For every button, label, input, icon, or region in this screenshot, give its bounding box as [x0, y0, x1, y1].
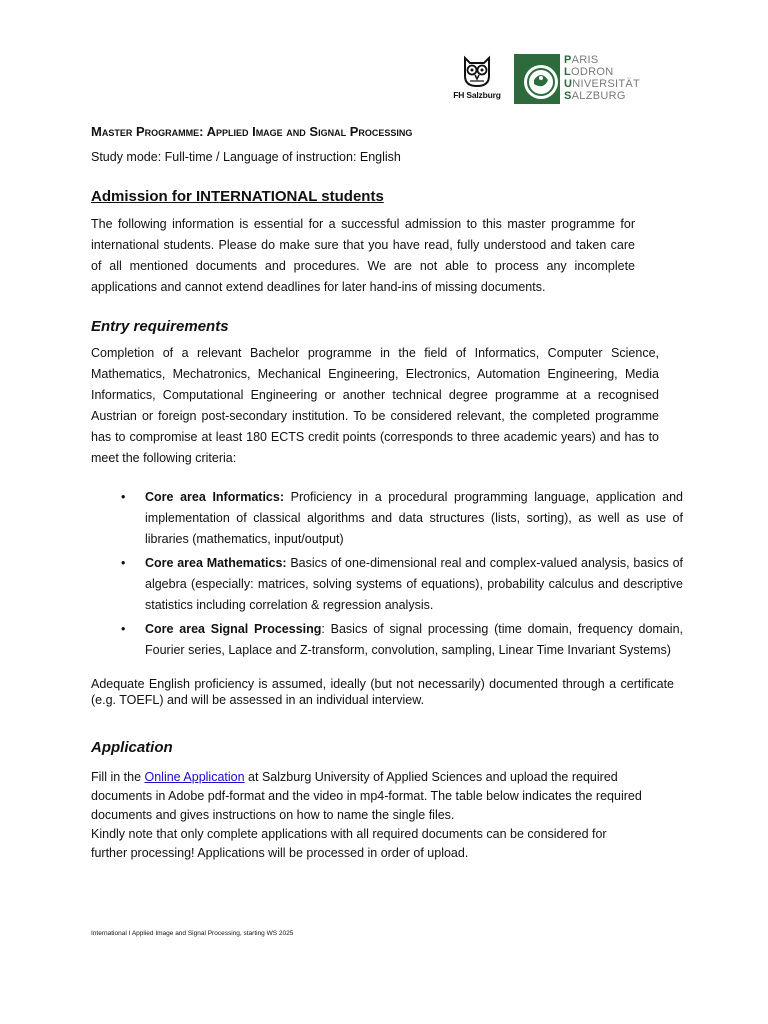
entry-requirements-text: Completion of a relevant Bachelor programme in the field of Informatics, Computer Science, Mathematics, Mechatronics, Mechanical Engineering, Electronics, Automation Engineering, Media Informatics, Computational Engineering or another technical degree programme at a recognised Austrian or foreign post-secondary institution. To be considered relevant, the completed programme has to compromise at least 180 ECTS credit points (corresponds to three academic years) and has to meet the following criteria:	[91, 346, 659, 465]
application-heading: Application	[91, 739, 173, 756]
online-application-link[interactable]: Online Application	[144, 770, 245, 784]
admission-intro: The following information is essential for a successful admission to this master programme for international students. Please do make sure that you have read, fully understood and taken care of all mentioned documents and procedures. We are not able to process any incomplete applications and cannot extend deadlines for later hand-ins of missing documents.	[91, 217, 635, 294]
admission-heading: Admission for INTERNATIONAL students	[91, 188, 384, 205]
bullet-icon: •	[121, 490, 126, 504]
application-note: Kindly note that only complete applications with all required documents can be considered for further processing! Applications will be processed in order of upload.	[91, 827, 607, 860]
english-proficiency-text: Adequate English proficiency is assumed, ideally (but not necessarily) documented through a certificate (e.g. TOEFL) and will be assessed in an individual interview.	[91, 677, 674, 707]
list-item	[91, 487, 683, 550]
plus-seal-icon	[514, 54, 560, 104]
criteria-text: Proficiency in a procedural programming language, application and implementation of classical algorithms and data structures (lists, sorting), as well as use of libraries (mathematics, input/output)	[145, 490, 683, 546]
fh-salzburg-logo	[452, 54, 502, 100]
criteria-label: Core area Signal Processing	[145, 622, 322, 636]
owl-icon	[460, 54, 494, 88]
plus-logo-wordmark: PARIS LODRON UNIVERSITÄT SALZBURG	[564, 54, 641, 102]
criteria-label: Core area Informatics:	[145, 490, 284, 504]
fh-logo-label: FH Salzburg	[453, 90, 501, 100]
study-mode-line: Study mode: Full-time / Language of instruction: English	[91, 150, 401, 164]
bullet-icon: •	[121, 622, 126, 636]
page-footer: International I Applied Image and Signal Processing, starting WS 2025	[91, 930, 294, 937]
application-text: Fill in the Online Application at Salzburg University of Applied Sciences and upload the required documents in Adobe pdf-format and the video in mp4-format. The table below indicates the required documents and gives instructions on how to name the single files. Kindly note that only complete applications with all required documents can be considered for further processing! Applications will be processed in order of upload.	[91, 770, 642, 860]
document-title: Master Programme: Applied Image and Signal Processing	[91, 124, 413, 139]
bullet-icon: •	[121, 556, 126, 570]
criteria-label: Core area Mathematics:	[145, 556, 287, 570]
criteria-list	[91, 487, 683, 664]
list-item	[91, 619, 683, 661]
list-item	[91, 553, 683, 616]
criteria-text: : Basics of signal processing (time domain, frequency domain, Fourier series, Laplace and Z-transform, convolution, sampling, Linear Time Invariant Systems)	[145, 622, 683, 657]
entry-requirements-heading: Entry requirements	[91, 318, 229, 335]
criteria-text: Basics of one-dimensional real and complex-valued analysis, basics of algebra (especially: matrices, solving systems of equations), probability calculus and descriptive statistics including correlation & regression analysis.	[145, 556, 683, 612]
